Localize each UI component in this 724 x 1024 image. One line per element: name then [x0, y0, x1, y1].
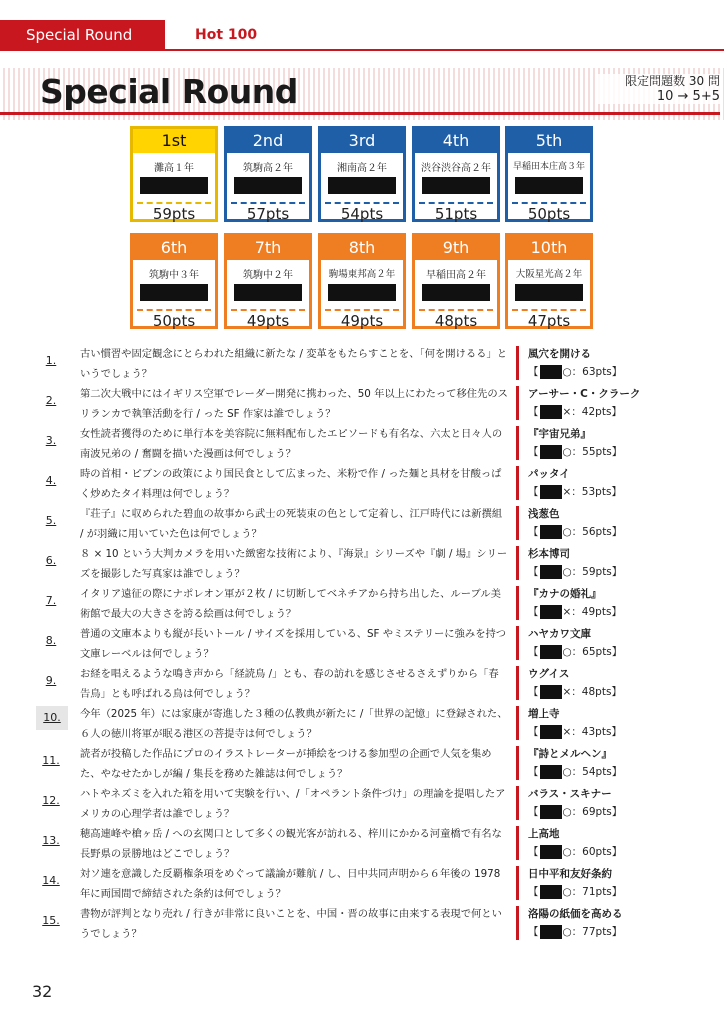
result-text: ×：53pts】	[562, 486, 622, 498]
answer-result: 【 ○：54pts】	[528, 766, 623, 778]
answer-result: 【 ×：49pts】	[528, 606, 622, 618]
answer-divider	[516, 546, 519, 580]
redacted-name	[540, 365, 562, 379]
redacted-name	[140, 177, 208, 194]
result-text: ○：54pts】	[562, 766, 623, 778]
question-number: 14.	[42, 874, 60, 887]
redacted-name	[540, 645, 562, 659]
answer-result: 【 ○：55pts】	[528, 446, 623, 458]
question-text: ハトやネズミを入れた箱を用いて実験を行い、/「オペラント条件づけ」の理論を提唱したアメリカの心理学者は誰でしょう？	[80, 788, 506, 820]
question-text: 読者が投稿した作品にプロのイラストレーターが挿絵をつける参加型の企画で人気を集めた、やなせたかしが編 / 集長を務めた雑誌は何でしょう？	[80, 748, 492, 780]
question-number: 11.	[42, 754, 60, 767]
answer-divider	[516, 746, 519, 780]
question-limit	[596, 74, 720, 104]
rank-card-6	[130, 233, 218, 329]
result-text: ×：43pts】	[562, 726, 622, 738]
rank-points: 59pts	[152, 205, 196, 223]
answer-text: 『カナの婚礼』	[528, 588, 602, 600]
answer-divider	[516, 906, 519, 940]
question-row-11	[0, 742, 724, 782]
rank-place: 7th	[227, 236, 309, 260]
redacted-name	[540, 925, 562, 939]
rank-card-4	[412, 126, 500, 222]
answer-text: 浅葱色	[528, 508, 560, 520]
answer-divider	[516, 586, 519, 620]
answer-text: 洛陽の紙価を高める	[528, 908, 623, 920]
answer-result: 【 ○：56pts】	[528, 526, 623, 538]
answer-result: 【 ○：63pts】	[528, 366, 623, 378]
question-text: 古い慣習や固定観念にとらわれた組織に新たな / 変革をもたらすことを、「何を開けるる」というでしょう？	[80, 348, 508, 380]
question-row-13	[0, 822, 724, 862]
redacted-name	[515, 177, 583, 194]
question-row-15	[0, 902, 724, 942]
question-row-12	[0, 782, 724, 822]
answer-text: 杉本博司	[528, 548, 570, 560]
answer-text: 日中平和友好条約	[528, 868, 612, 880]
rank-school: 筑駒高２年	[243, 163, 293, 174]
answer-divider	[516, 786, 519, 820]
top-divider	[0, 49, 724, 51]
question-row-3	[0, 422, 724, 462]
question-row-4	[0, 462, 724, 502]
question-row-2	[0, 382, 724, 422]
redacted-name	[540, 485, 562, 499]
answer-text: 『詩とメルヘン』	[528, 748, 612, 760]
answer-text: パッタイ	[528, 468, 570, 480]
redacted-name	[422, 177, 490, 194]
redacted-name	[540, 685, 562, 699]
redacted-name	[540, 445, 562, 459]
redacted-name	[540, 525, 562, 539]
result-text: ○：65pts】	[562, 646, 623, 658]
answer-result: 【 ○：71pts】	[528, 886, 623, 898]
rank-place: 10th	[508, 236, 590, 260]
answer-text: 上高地	[528, 828, 560, 840]
question-number: 13.	[42, 834, 60, 847]
rank-place: 1st	[133, 129, 215, 153]
title-underline	[0, 112, 720, 115]
rank-card-2	[224, 126, 312, 222]
answer-result: 【 ○：77pts】	[528, 926, 623, 938]
question-text: 対ソ連を意識した反覇権条項をめぐって議論が難航 / し、日中共同声明から６年後の 1978 年に両国間で締結された条約は何でしょう？	[80, 868, 501, 900]
rank-school: 筑駒中３年	[149, 270, 199, 281]
section-tab: Special Round	[0, 20, 165, 50]
rank-school: 筑駒中２年	[243, 270, 293, 281]
result-text: ○：55pts】	[562, 446, 623, 458]
redacted-name	[140, 284, 208, 301]
limit-label: 限定問題数 30 問	[625, 74, 720, 88]
rank-card-9	[412, 233, 500, 329]
answer-text: 増上寺	[528, 708, 560, 720]
question-text: 第二次大戦中にはイギリス空軍でレーダー開発に携わった、50 年以上にわたって移住先のスリランカで執筆活動を行 / った SF 作家は誰でしょう？	[80, 388, 508, 420]
question-row-8	[0, 622, 724, 662]
result-text: ○：69pts】	[562, 806, 623, 818]
redacted-name	[234, 284, 302, 301]
question-text: ８ × 10 という大判カメラを用いた緻密な技術により、『海景』シリーズや『劇 / 場』シリーズを撮影した写真家は誰でしょう？	[80, 548, 508, 580]
question-number: 12.	[42, 794, 60, 807]
question-row-6	[0, 542, 724, 582]
answer-result: 【 ×：53pts】	[528, 486, 622, 498]
rank-divider	[137, 309, 211, 311]
question-number: 15.	[42, 914, 60, 927]
rank-school: 大阪星光高２年	[515, 269, 583, 280]
question-number: 10.	[36, 706, 68, 730]
rank-points: 57pts	[246, 205, 290, 223]
page-title: Special Round	[40, 72, 298, 111]
question-text: お経を唱えるような鳴き声から「経読鳥 /」とも、春の訪れを感じさせるさえずりから「春告鳥」とも呼ばれる鳥は何でしょう？	[80, 668, 499, 700]
rank-school: 湘南高２年	[337, 163, 387, 174]
rank-school: 灘高１年	[154, 163, 194, 174]
rank-divider	[231, 202, 305, 204]
rank-points: 47pts	[527, 312, 571, 330]
answer-text: 風穴を開ける	[528, 348, 591, 360]
answer-divider	[516, 466, 519, 500]
question-number: 5.	[45, 514, 57, 527]
rank-divider	[325, 202, 399, 204]
question-text: 穂高連峰や槍ヶ岳 / への玄関口として多くの観光客が訪れる、梓川にかかる河童橋で有名な長野県の景勝地はどこでしょう？	[80, 828, 502, 860]
rank-school: 早稲田高２年	[426, 270, 486, 281]
rank-place: 8th	[321, 236, 403, 260]
rank-card-7	[224, 233, 312, 329]
redacted-name	[234, 177, 302, 194]
answer-divider	[516, 866, 519, 900]
question-number: 9.	[45, 674, 57, 687]
answer-divider	[516, 426, 519, 460]
question-row-1	[0, 342, 724, 382]
question-row-10	[0, 702, 724, 742]
question-number: 8.	[45, 634, 57, 647]
rank-divider	[419, 309, 493, 311]
rank-school: 駒場東邦高２年	[328, 269, 396, 280]
rank-divider	[512, 309, 586, 311]
result-text: ○：77pts】	[562, 926, 623, 938]
question-number: 7.	[45, 594, 57, 607]
question-text: イタリア遠征の際にナポレオン軍が２枚 / に切断してベネチアから持ち出した、ルーブル美術館で最大の大きさを誇る絵画は何でしょう？	[80, 588, 501, 620]
question-row-7	[0, 582, 724, 622]
rank-school: 早稲田本庄高３年	[512, 162, 585, 172]
answer-result: 【 ×：42pts】	[528, 406, 622, 418]
answer-divider	[516, 626, 519, 660]
answer-result: 【 ○：65pts】	[528, 646, 623, 658]
question-number: 4.	[45, 474, 57, 487]
answer-text: 『宇宙兄弟』	[528, 428, 591, 440]
rank-card-3	[318, 126, 406, 222]
rank-points: 49pts	[340, 312, 384, 330]
question-number: 1.	[45, 354, 57, 367]
answer-text: バラス・スキナー	[528, 788, 612, 800]
rank-place: 2nd	[227, 129, 309, 153]
redacted-name	[515, 284, 583, 301]
result-text: ×：49pts】	[562, 606, 622, 618]
rank-points: 50pts	[527, 205, 571, 223]
question-text: 今年（2025 年）には家康が寄進した３種の仏教典が新たに /「世界の記憶」に登録された、６人の徳川将軍が眠る港区の菩提寺は何でしょう？	[80, 708, 508, 740]
answer-divider	[516, 386, 519, 420]
result-text: ×：42pts】	[562, 406, 622, 418]
redacted-name	[328, 284, 396, 301]
answer-result: 【 ×：43pts】	[528, 726, 622, 738]
question-row-14	[0, 862, 724, 902]
answer-divider	[516, 666, 519, 700]
rank-divider	[137, 202, 211, 204]
rank-points: 51pts	[434, 205, 478, 223]
answer-divider	[516, 826, 519, 860]
answer-result: 【 ○：59pts】	[528, 566, 623, 578]
rank-points: 54pts	[340, 205, 384, 223]
category-tab: Hot 100	[195, 27, 258, 43]
limit-value: 10 → 5+5	[656, 89, 720, 104]
result-text: ×：48pts】	[562, 686, 622, 698]
redacted-name	[328, 177, 396, 194]
rank-place: 4th	[415, 129, 497, 153]
answer-result: 【 ×：48pts】	[528, 686, 622, 698]
question-text: 『荘子』に収められた碧血の故事から武士の死装束の色として定着し、江戸時代には新撰組 / が羽織に用いていた色は何でしょう？	[80, 508, 503, 540]
question-number: 2.	[45, 394, 57, 407]
redacted-name	[540, 565, 562, 579]
question-text: 女性読者獲得のために単行本を美容院に無料配布したエピソードも有名な、六太と日々人の南波兄弟の / 奮闘を描いた漫画は何でしょう？	[80, 428, 503, 460]
result-text: ○：71pts】	[562, 886, 623, 898]
page-number: 32	[32, 982, 53, 1001]
rank-divider	[512, 202, 586, 204]
answer-text: アーサー・C・クラーク	[528, 388, 641, 400]
question-number: 3.	[45, 434, 57, 447]
rank-points: 49pts	[246, 312, 290, 330]
result-text: ○：56pts】	[562, 526, 623, 538]
rank-card-5	[505, 126, 593, 222]
answer-divider	[516, 346, 519, 380]
rank-divider	[231, 309, 305, 311]
rank-divider	[325, 309, 399, 311]
answer-result: 【 ○：60pts】	[528, 846, 623, 858]
question-number: 6.	[45, 554, 57, 567]
rank-divider	[419, 202, 493, 204]
redacted-name	[540, 765, 562, 779]
rank-place: 9th	[415, 236, 497, 260]
rank-points: 50pts	[152, 312, 196, 330]
redacted-name	[540, 845, 562, 859]
question-text: 書物が評判となり売れ / 行きが非常に良いことを、中国・晋の故事に由来する表現で何というでしょう？	[80, 908, 502, 940]
question-row-9	[0, 662, 724, 702]
rank-card-10	[505, 233, 593, 329]
rank-school: 渋谷渋谷高２年	[421, 163, 491, 174]
redacted-name	[540, 885, 562, 899]
redacted-name	[422, 284, 490, 301]
question-row-5	[0, 502, 724, 542]
redacted-name	[540, 405, 562, 419]
rank-place: 6th	[133, 236, 215, 260]
title-band	[0, 68, 724, 120]
result-text: ○：60pts】	[562, 846, 623, 858]
question-text: 時の首相・ピブンの政策により国民食として広まった、米粉で作 / った麺と具材を甘酸っぱく炒めたタイ料理は何でしょう？	[80, 468, 502, 500]
answer-result: 【 ○：69pts】	[528, 806, 623, 818]
top-bar	[0, 0, 724, 48]
rank-card-8	[318, 233, 406, 329]
answer-divider	[516, 506, 519, 540]
rank-place: 3rd	[321, 129, 403, 153]
answer-divider	[516, 706, 519, 740]
rank-points: 48pts	[434, 312, 478, 330]
redacted-name	[540, 605, 562, 619]
answer-text: ウグイス	[528, 668, 570, 680]
result-text: ○：59pts】	[562, 566, 623, 578]
result-text: ○：63pts】	[562, 366, 623, 378]
question-text: 普通の文庫本よりも縦が長いトール / サイズを採用している、SF やミステリーに強みを持つ文庫レーベルは何でしょう？	[80, 628, 507, 660]
rank-place: 5th	[508, 129, 590, 153]
rank-card-1	[130, 126, 218, 222]
redacted-name	[540, 805, 562, 819]
answer-text: ハヤカワ文庫	[528, 628, 591, 640]
redacted-name	[540, 725, 562, 739]
